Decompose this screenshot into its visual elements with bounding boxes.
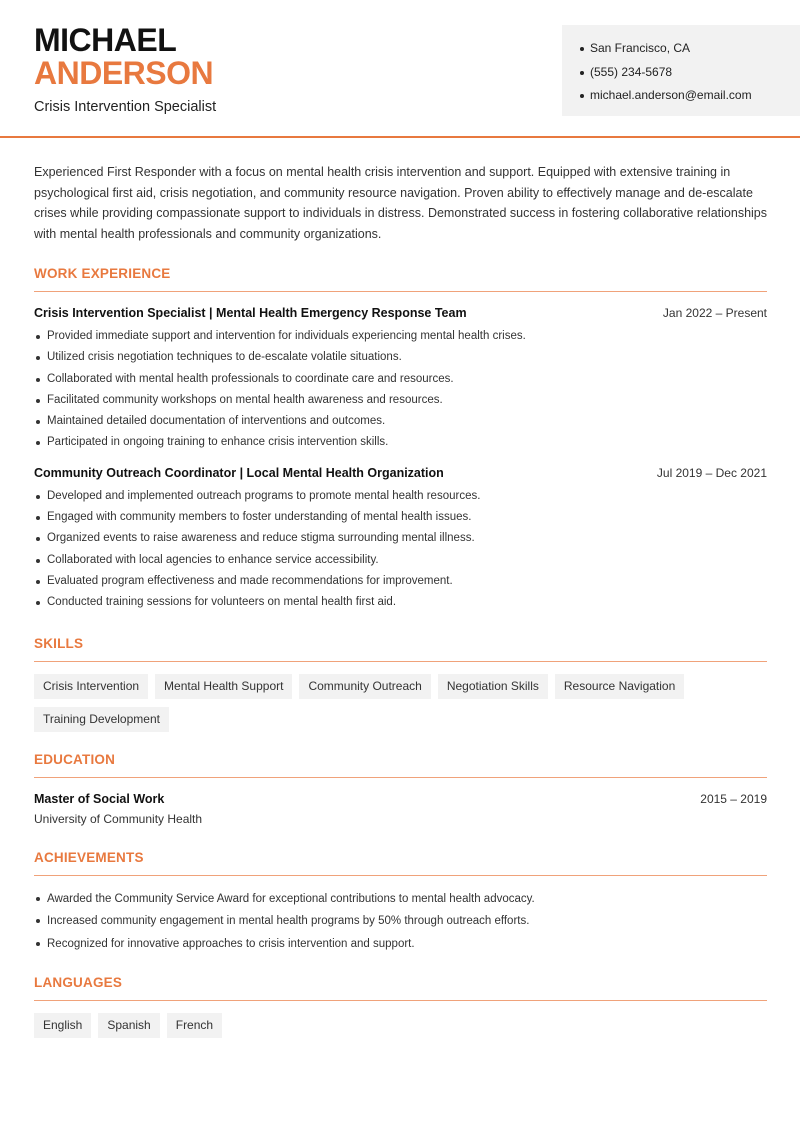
section-heading: ACHIEVEMENTS xyxy=(34,850,767,876)
list-item: Maintained detailed documentation of interventions and outcomes. xyxy=(34,411,767,432)
skill-tag: Negotiation Skills xyxy=(438,674,548,699)
job-role: Crisis Intervention Specialist | Mental Health Emergency Response Team xyxy=(34,306,467,320)
school-name: University of Community Health xyxy=(34,811,203,826)
language-tag: English xyxy=(34,1013,91,1038)
language-tag: French xyxy=(167,1013,222,1038)
language-tags xyxy=(34,1013,767,1038)
work-experience-section xyxy=(34,266,767,614)
first-name: MICHAEL xyxy=(34,22,177,58)
education-section xyxy=(34,752,767,826)
job-role: Community Outreach Coordinator | Local Mental Health Organization xyxy=(34,465,444,480)
list-item: Utilized crisis negotiation techniques to de-escalate volatile situations. xyxy=(34,347,767,368)
list-item: Collaborated with mental health professionals to coordinate care and resources. xyxy=(34,369,767,390)
section-heading: EDUCATION xyxy=(34,752,767,778)
education-dates: 2015 – 2019 xyxy=(700,791,767,806)
section-heading: LANGUAGES xyxy=(34,975,767,1001)
list-item: Developed and implemented outreach programs to promote mental health resources. xyxy=(34,486,767,507)
resume-body xyxy=(34,162,767,1038)
degree: Master of Social Work xyxy=(34,791,165,806)
skills-section xyxy=(34,636,767,732)
skill-tag: Training Development xyxy=(34,707,169,732)
list-item: Conducted training sessions for volunteers on mental health first aid. xyxy=(34,592,767,613)
summary-text: Experienced First Responder with a focus on mental health crisis intervention and support. Equipped with extensive training in psychological first aid, crisis negotiation, and community resource navigation. Proven ability to effectively manage and de-escalate crises while providing compassionate support to individuals in distress. Demonstrated success in fostering collaborative relationships with mental health professionals and community organizations. xyxy=(34,165,767,241)
list-item: Awarded the Community Service Award for exceptional contributions to mental health advocacy. xyxy=(34,888,767,911)
skills-tags xyxy=(34,674,767,732)
list-item: Increased community engagement in mental health programs by 50% through outreach efforts. xyxy=(34,910,767,933)
job-entry xyxy=(34,306,767,454)
list-item: Recognized for innovative approaches to crisis intervention and support. xyxy=(34,933,767,956)
job-entry xyxy=(34,466,767,614)
section-heading: SKILLS xyxy=(34,636,767,662)
language-tag: Spanish xyxy=(98,1013,159,1038)
contact-location: San Francisco, CA xyxy=(580,37,800,61)
languages-section xyxy=(34,975,767,1038)
list-item: Participated in ongoing training to enhance crisis intervention skills. xyxy=(34,432,767,453)
contact-email: michael.anderson@email.com xyxy=(580,84,800,108)
list-item: Evaluated program effectiveness and made recommendations for improvement. xyxy=(34,571,767,592)
section-heading: WORK EXPERIENCE xyxy=(34,266,767,292)
last-name: ANDERSON xyxy=(34,55,214,91)
resume-header xyxy=(0,0,800,138)
list-item: Collaborated with local agencies to enhance service accessibility. xyxy=(34,550,767,571)
job-title: Crisis Intervention Specialist xyxy=(34,99,217,115)
list-item: Engaged with community members to foster understanding of mental health issues. xyxy=(34,507,767,528)
list-item: Provided immediate support and intervention for individuals experiencing mental health crises. xyxy=(34,326,767,347)
job-dates: Jul 2019 – Dec 2021 xyxy=(656,465,767,480)
list-item: Organized events to raise awareness and reduce stigma surrounding mental illness. xyxy=(34,528,767,549)
job-dates: Jan 2022 – Present xyxy=(662,306,767,320)
skill-tag: Resource Navigation xyxy=(555,674,684,699)
contact-box xyxy=(562,25,800,116)
list-item: Facilitated community workshops on mental health awareness and resources. xyxy=(34,390,767,411)
skill-tag: Community Outreach xyxy=(299,674,430,699)
skill-tag: Crisis Intervention xyxy=(34,674,148,699)
contact-phone: (555) 234-5678 xyxy=(580,61,800,85)
achievements-section xyxy=(34,850,767,956)
candidate-name xyxy=(34,24,213,90)
skill-tag: Mental Health Support xyxy=(155,674,292,699)
